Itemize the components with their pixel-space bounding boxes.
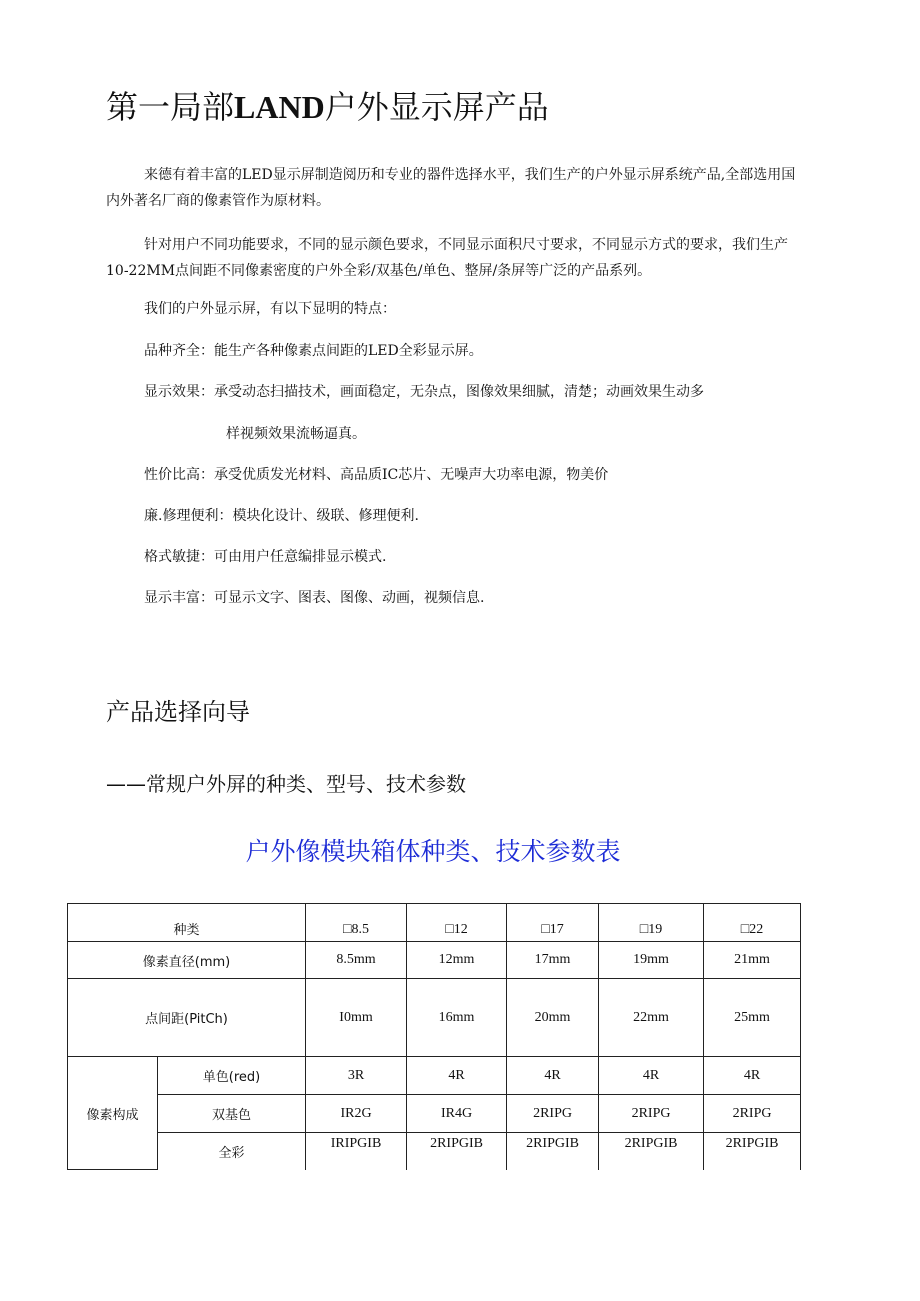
full-cell: 2RIPGIB [599,1133,704,1170]
feature-maintenance: 廉.修理便利：模块化设计、级联、修理便利. [144,508,419,524]
pitch-label: 点间距(PitCh) [68,979,306,1057]
mono-label: 单色(red) [158,1057,306,1095]
mono-cell: 4R [407,1057,507,1095]
dual-cell: IR2G [306,1095,407,1133]
composition-label: 像素构成 [68,1057,158,1170]
feature-display-effect: 显示效果：承受动态扫描技术，画面稳定，无杂点，图像效果细腻，清楚；动画效果生动多 [144,384,704,400]
model-cell: □22 [704,904,801,942]
dual-cell: 2RIPG [599,1095,704,1133]
features-intro: 我们的户外显示屏，有以下显明的特点： [144,301,396,317]
table-row-model [68,904,801,942]
mono-cell: 4R [599,1057,704,1095]
mono-cell: 4R [704,1057,801,1095]
table-row-diameter [68,942,801,979]
title-brand: LAND [234,89,325,125]
feature-display-effect-cont: 样视频效果流畅逼真。 [226,426,366,442]
mono-cell: 4R [507,1057,599,1095]
model-cell: □17 [507,904,599,942]
pitch-cell: 25mm [704,979,801,1057]
table-title: 户外像模块箱体种类、技术参数表 [245,837,621,866]
pitch-cell: 16mm [407,979,507,1057]
dual-cell: 2RIPG [704,1095,801,1133]
full-cell: 2RIPGIB [407,1133,507,1170]
spec-table [67,903,801,1170]
intro-paragraph-2: 针对用户不同功能要求，不同的显示颜色要求，不同显示面积尺寸要求，不同显示方式的要求，我们生产10-22MM点间距不同像素密度的户外全彩/双基色/单色、整屏/条屏等广泛的产品系列。 [106,237,788,279]
full-cell: 2RIPGIB [507,1133,599,1170]
model-cell: □19 [599,904,704,942]
dual-label: 双基色 [158,1095,306,1133]
feature-variety: 品种齐全：能生产各种像素点间距的LED全彩显示屏。 [144,343,483,359]
diameter-cell: 17mm [507,942,599,979]
title-suffix: 户外显示屏产品 [324,88,549,126]
header-label: 种类 [68,904,306,942]
pitch-cell: 20mm [507,979,599,1057]
diameter-cell: 12mm [407,942,507,979]
feature-format: 格式敏捷：可由用户任意编排显示模式. [144,549,387,565]
full-cell: 2RIPGIB [704,1133,801,1170]
model-cell: □12 [407,904,507,942]
diameter-cell: 19mm [599,942,704,979]
dual-cell: 2RIPG [507,1095,599,1133]
title-prefix: 第一局部 [106,88,235,126]
full-cell: IRIPGIB [306,1133,407,1170]
full-label: 全彩 [158,1133,306,1170]
pitch-cell: 22mm [599,979,704,1057]
mono-cell: 3R [306,1057,407,1095]
table-row-mono [68,1057,801,1095]
diameter-cell: 21mm [704,942,801,979]
pitch-cell: I0mm [306,979,407,1057]
diameter-cell: 8.5mm [306,942,407,979]
table-row-pitch [68,979,801,1057]
table-row-dual [68,1095,801,1133]
model-cell: □8.5 [306,904,407,942]
feature-content: 显示丰富：可显示文字、图表、图像、动画，视频信息. [144,590,485,606]
section-subtitle: ——常规户外屏的种类、型号、技术参数 [106,772,466,796]
dual-cell: IR4G [407,1095,507,1133]
table-row-full [68,1133,801,1170]
section-title: 产品选择向导 [106,698,250,726]
page-title [106,82,549,128]
diameter-label: 像素直径(mm) [68,942,306,979]
intro-paragraph-1: 来德有着丰富的LED显示屏制造阅历和专业的器件选择水平，我们生产的户外显示屏系统产品,全部选用国内外著名厂商的像素管作为原材料。 [106,167,796,209]
feature-value: 性价比高：承受优质发光材料、高品质IC芯片、无噪声大功率电源，物美价 [144,467,609,483]
